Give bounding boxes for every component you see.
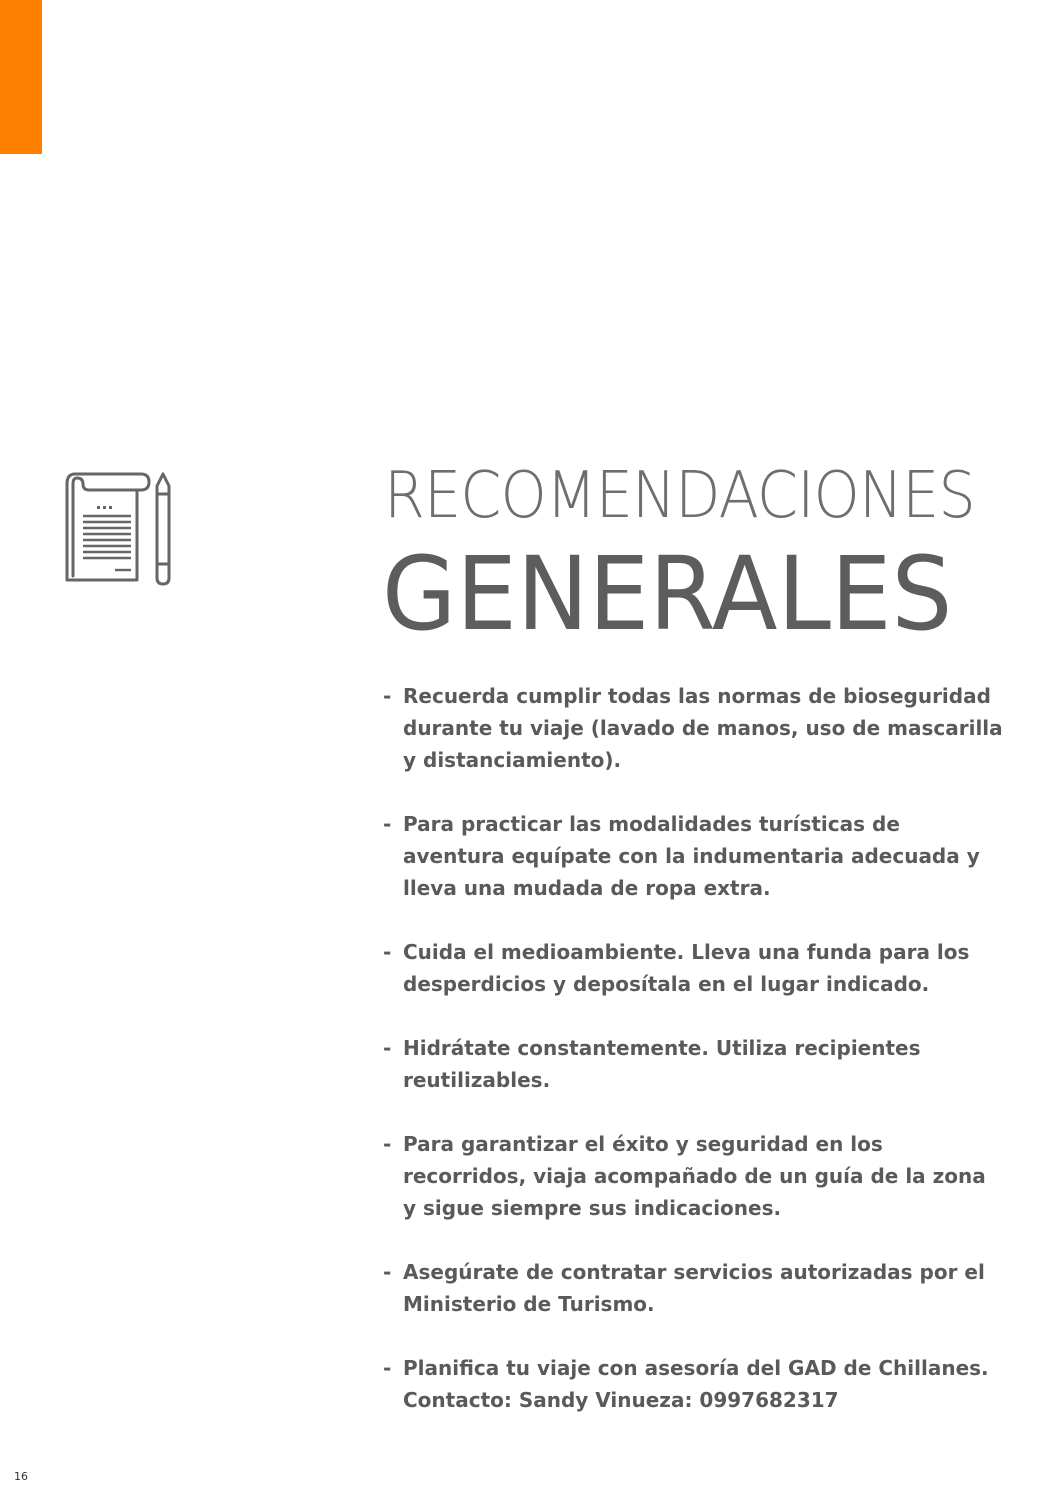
recommendations-list (383, 680, 1003, 1448)
list-item-text: Planifica tu viaje con asesoría del GAD de Chillanes. Contacto: Sandy Vinueza: 0997682317 (403, 1356, 989, 1412)
list-dash: - (383, 940, 392, 964)
list-item (383, 808, 1003, 904)
list-item (383, 1032, 1003, 1096)
list-item-text: Hidrátate constantemente. Utiliza recipientes reutilizables. (403, 1036, 921, 1092)
list-item (383, 936, 1003, 1000)
orange-accent-bar (0, 0, 42, 154)
page-number: 16 (14, 1470, 28, 1483)
list-item (383, 1128, 1003, 1224)
list-item-text: Para practicar las modalidades turísticas de aventura equípate con la indumentaria adecuada y lleva una mudada de ropa extra. (403, 812, 980, 900)
list-item (383, 680, 1003, 776)
list-item-text: Cuida el medioambiente. Lleva una funda para los desperdicios y deposítala en el lugar indicado. (403, 940, 970, 996)
list-item-text: Asegúrate de contratar servicios autorizadas por el Ministerio de Turismo. (403, 1260, 985, 1316)
list-item (383, 1352, 1003, 1416)
list-dash: - (383, 1356, 392, 1380)
title-line-recomendaciones: RECOMENDACIONES (384, 459, 975, 533)
list-dash: - (383, 812, 392, 836)
list-dash: - (383, 684, 392, 708)
title-line-generales: GENERALES (382, 535, 953, 654)
list-item-text: Recuerda cumplir todas las normas de bioseguridad durante tu viaje (lavado de manos, uso de mascarilla y distanciamiento). (403, 684, 1003, 772)
list-item-text: Para garantizar el éxito y seguridad en los recorridos, viaja acompañado de un guía de la zona y sigue siempre sus indicaciones. (403, 1132, 986, 1220)
list-item (383, 1256, 1003, 1320)
list-dash: - (383, 1036, 392, 1060)
document-and-pencil-icon (63, 468, 175, 588)
list-dash: - (383, 1132, 392, 1156)
list-dash: - (383, 1260, 392, 1284)
